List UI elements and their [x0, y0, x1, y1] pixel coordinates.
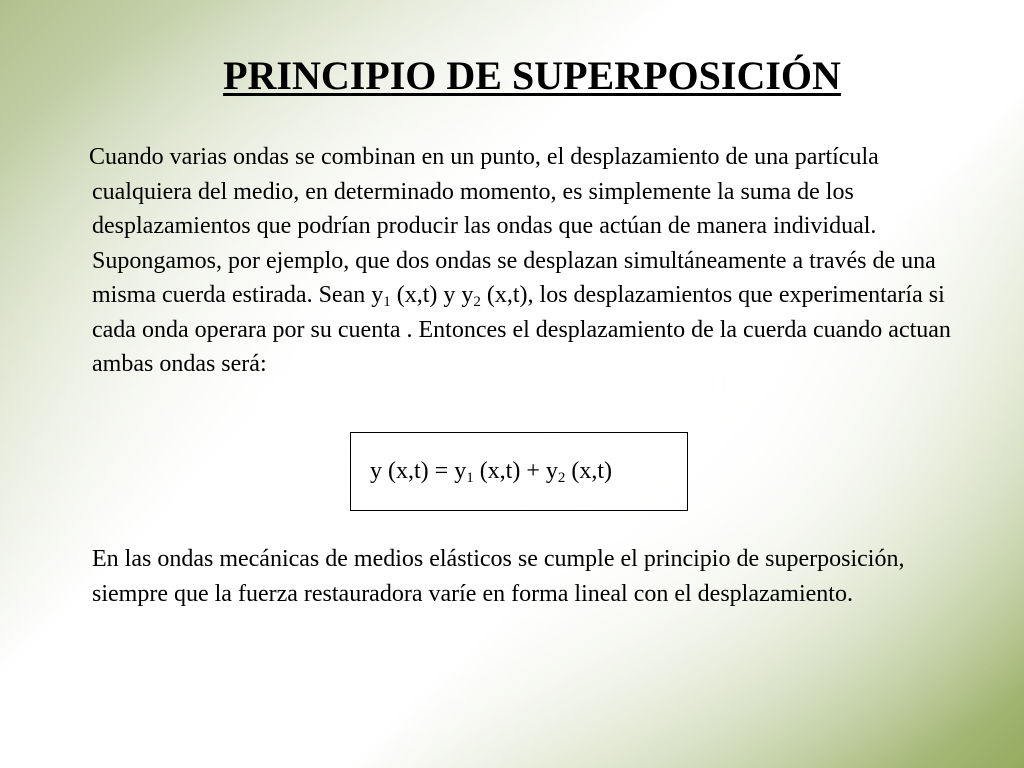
conclusion-paragraph: En las ondas mecánicas de medios elásticos se cumple el principio de superposición, siempre que la fuerza restauradora varíe en forma lineal con el desplazamiento. [92, 546, 905, 607]
intro-text-start: Cuando varias ondas se combinan en un punto, el desplazamiento de una partícula cualquiera del medio, en determinado momento, es simplemente la suma de los desplazamientos que podrían producir las ondas que actúan de manera individual. Supongamos, por ejemplo, que dos ondas se desplazan simultáneamente a través de una misma cuerda estirada. Sean y [89, 144, 936, 308]
formula-subscript-two: 2 [557, 470, 566, 486]
subscript-two: 2 [473, 294, 481, 310]
intro-text-middle: (x,t) y y [390, 282, 474, 308]
formula-part-3: (x,t) [565, 458, 613, 484]
subscript-one: 1 [383, 294, 391, 310]
formula-subscript-one: 1 [466, 470, 474, 486]
formula-box [350, 432, 688, 511]
formula-part-1: y (x,t) = y [370, 458, 467, 484]
superposition-formula [370, 458, 612, 485]
intro-paragraph [89, 140, 982, 382]
formula-part-2: (x,t) + y [473, 458, 558, 484]
intro-text-end: (x,t), los desplazamientos que experimentaría si cada onda operara por su cuenta . Entonces el desplazamiento de la cuerda cuando actuan ambas ondas será: [92, 282, 951, 377]
slide-title: PRINCIPIO DE SUPERPOSICIÓN [223, 53, 841, 98]
